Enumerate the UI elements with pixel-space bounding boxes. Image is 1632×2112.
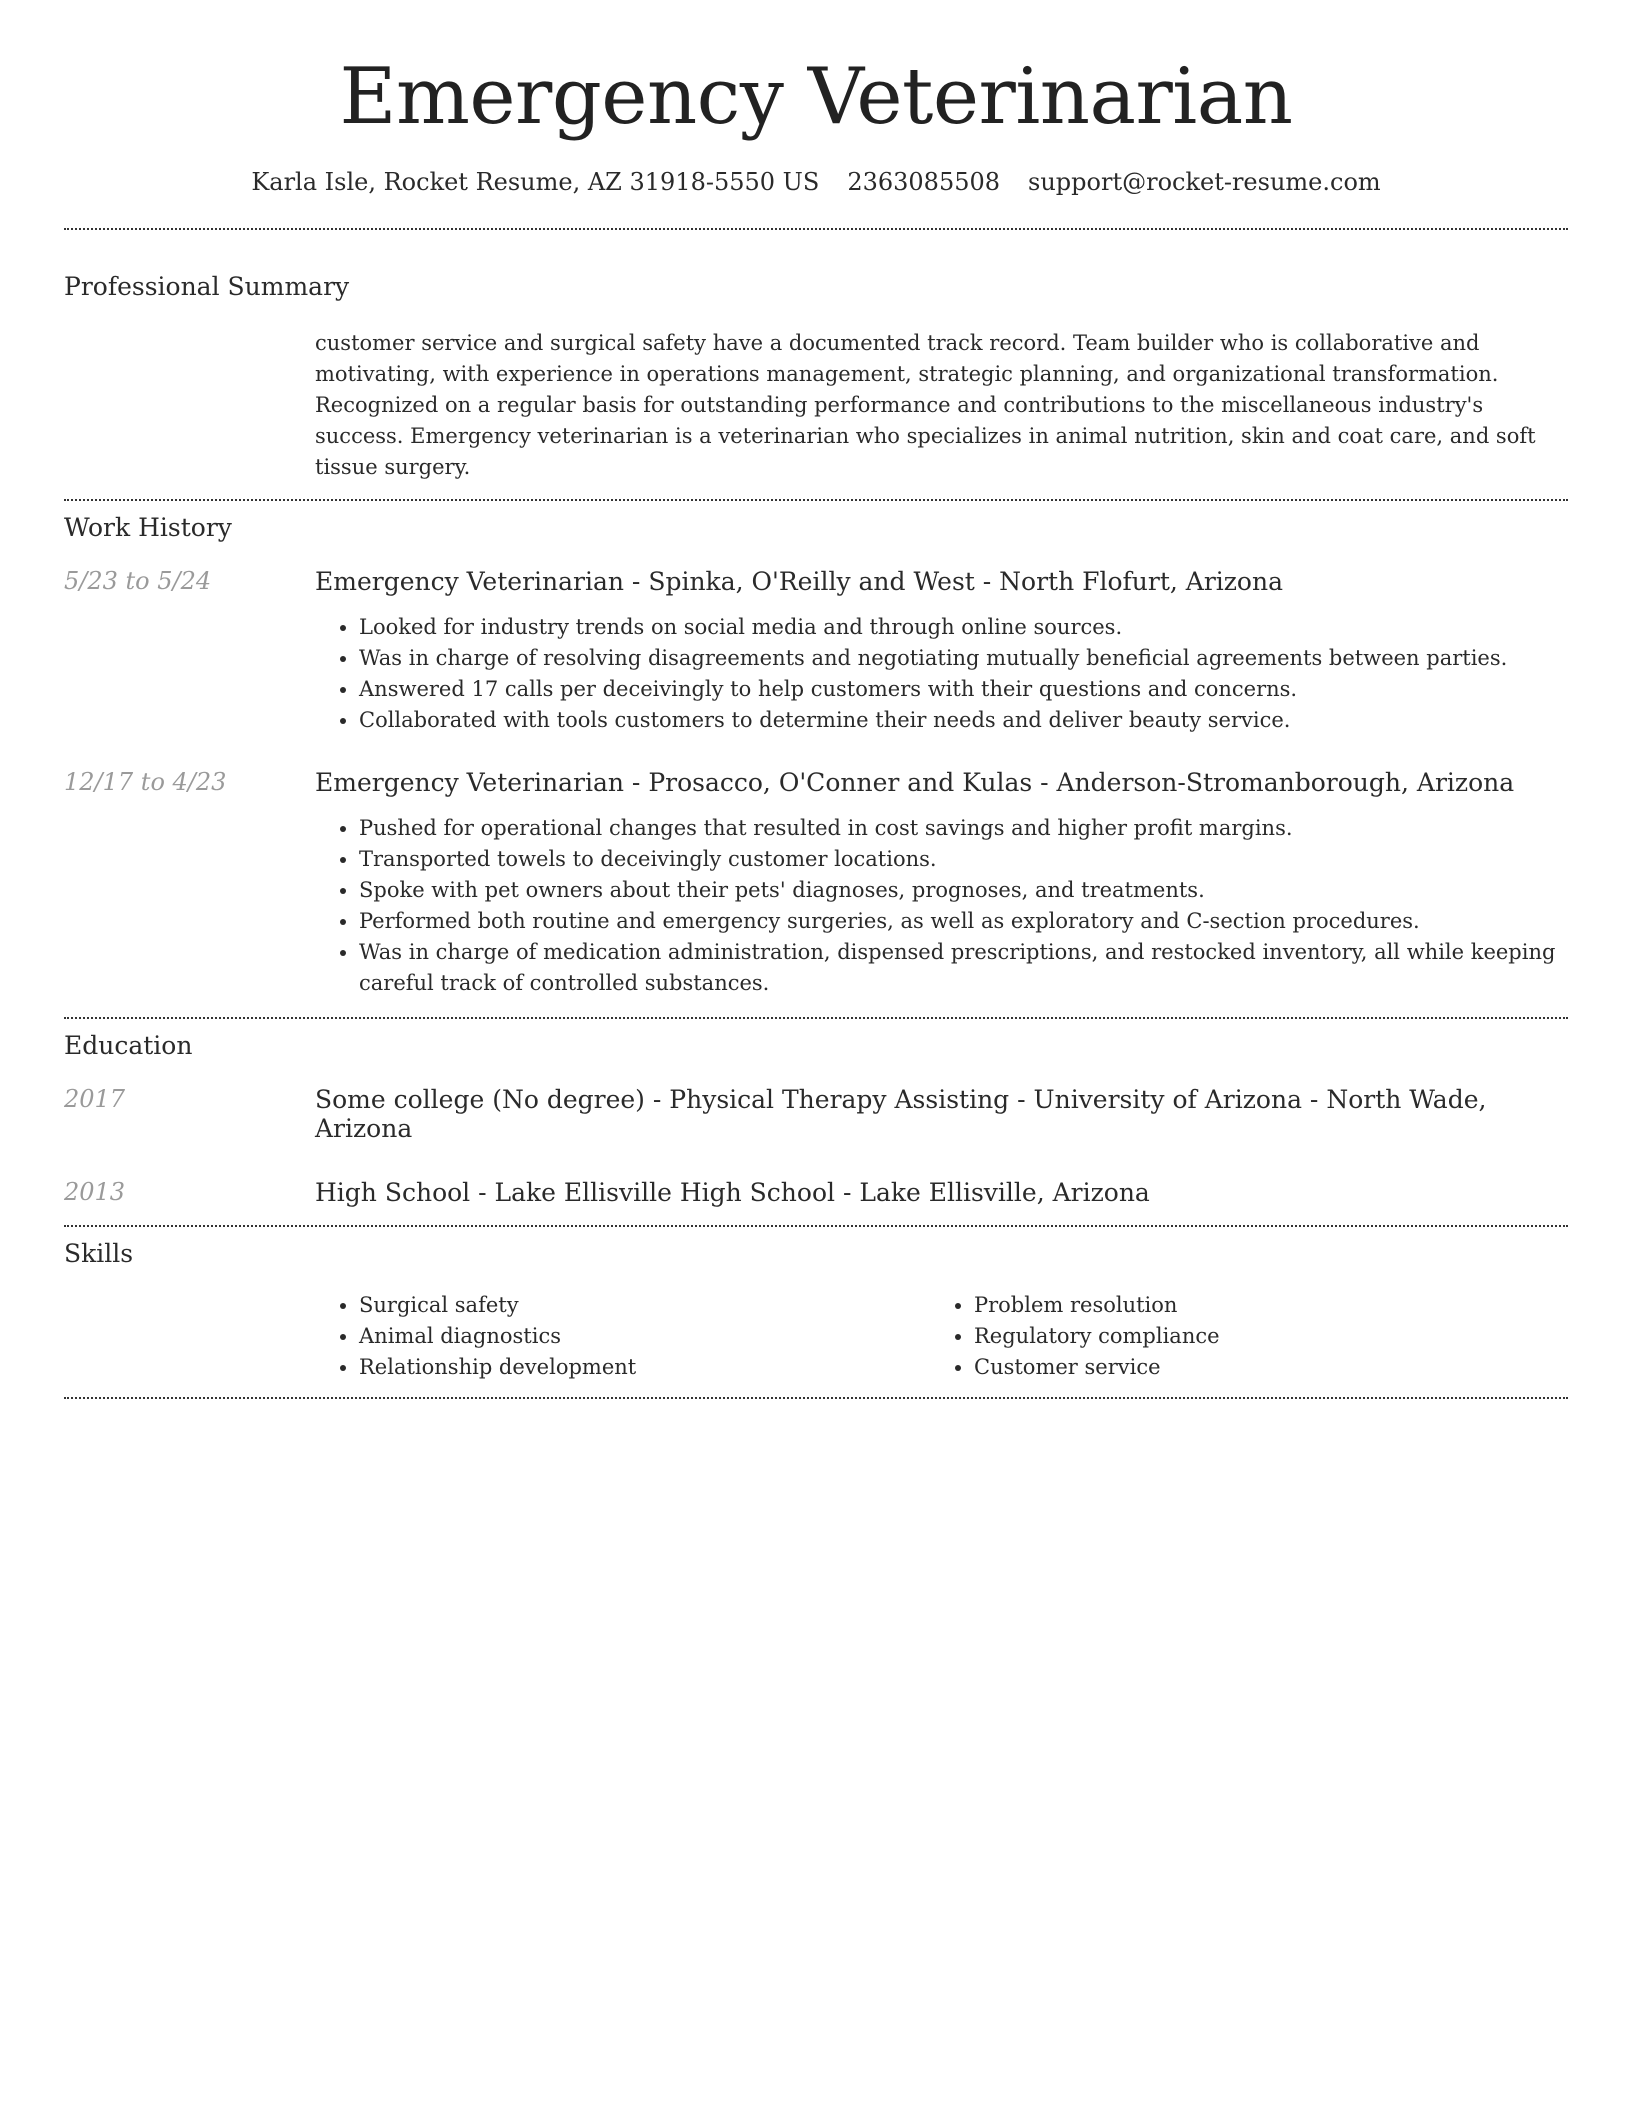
summary-heading: Professional Summary: [64, 272, 350, 301]
section-divider: [64, 499, 1568, 501]
job-entry: [64, 567, 1568, 736]
skill-item: • Customer service: [974, 1352, 1545, 1383]
resume-title: Emergency Veterinarian: [339, 52, 1293, 142]
job-bullets: [315, 813, 1568, 999]
education-year: 2017: [64, 1085, 126, 1113]
contact-line: [64, 168, 1568, 196]
contact-address: Karla Isle, Rocket Resume, AZ 31918-5550 US: [251, 168, 820, 196]
job-bullet: • Collaborated with tools customers to determine their needs and deliver beauty service.: [359, 705, 1568, 736]
job-bullet: • Looked for industry trends on social media and through online sources.: [359, 612, 1568, 643]
education-details: High School - Lake Ellisville High School - Lake Ellisville, Arizona: [315, 1178, 1150, 1207]
education-year: 2013: [64, 1178, 126, 1206]
work-history-heading: Work History: [64, 513, 232, 542]
skill-item: • Problem resolution: [974, 1290, 1545, 1321]
skills-column-right: [930, 1290, 1545, 1383]
contact-email[interactable]: support@rocket-resume.com: [1028, 168, 1381, 196]
job-headline: Emergency Veterinarian - Spinka, O'Reilly and West - North Flofurt, Arizona: [315, 567, 1283, 596]
skill-item: • Surgical safety: [359, 1290, 930, 1321]
skills-column-left: [315, 1290, 930, 1383]
education-heading: Education: [64, 1031, 193, 1060]
education-entry: [64, 1178, 1568, 1207]
section-divider: [64, 228, 1568, 230]
section-divider: [64, 1017, 1568, 1019]
summary-text: customer service and surgical safety have a documented track record. Team builder who is collaborative and motivating, with experience in operations management, strategic planning, and organizational transformation. Recognized on a regular basis for outstanding performance and contributions to the miscellaneous industry's success. Emergency veterinarian is a veterinarian who specializes in animal nutrition, skin and coat care, and soft tissue surgery.: [315, 331, 1536, 479]
job-dates: 5/23 to 5/24: [64, 567, 212, 595]
skill-item: • Relationship development: [359, 1352, 930, 1383]
contact-phone: 2363085508: [847, 168, 1001, 196]
job-bullet: • Was in charge of resolving disagreements and negotiating mutually beneficial agreements between parties.: [359, 643, 1568, 674]
resume-page: [64, 0, 1568, 1399]
job-bullet: • Spoke with pet owners about their pets' diagnoses, prognoses, and treatments.: [359, 875, 1568, 906]
education-details: Some college (No degree) - Physical Therapy Assisting - University of Arizona - North Wade, Arizona: [315, 1085, 1487, 1143]
job-bullet: • Answered 17 calls per deceivingly to help customers with their questions and concerns.: [359, 674, 1568, 705]
job-bullet: • Transported towels to deceivingly customer locations.: [359, 844, 1568, 875]
job-headline: Emergency Veterinarian - Prosacco, O'Conner and Kulas - Anderson-Stromanborough, Arizona: [315, 768, 1515, 797]
skill-item: • Animal diagnostics: [359, 1321, 930, 1352]
skills-grid: [315, 1290, 1568, 1383]
job-bullet: • Pushed for operational changes that resulted in cost savings and higher profit margins.: [359, 813, 1568, 844]
section-divider: [64, 1397, 1568, 1399]
education-entry: [64, 1085, 1568, 1143]
skills-heading: Skills: [64, 1239, 134, 1268]
job-dates: 12/17 to 4/23: [64, 768, 227, 796]
job-entry: [64, 768, 1568, 999]
job-bullet: • Performed both routine and emergency surgeries, as well as exploratory and C-section procedures.: [359, 906, 1568, 937]
job-bullets: [315, 612, 1568, 736]
section-divider: [64, 1225, 1568, 1227]
job-bullet: • Was in charge of medication administration, dispensed prescriptions, and restocked inventory, all while keeping careful track of controlled substances.: [359, 937, 1568, 999]
skill-item: • Regulatory compliance: [974, 1321, 1545, 1352]
